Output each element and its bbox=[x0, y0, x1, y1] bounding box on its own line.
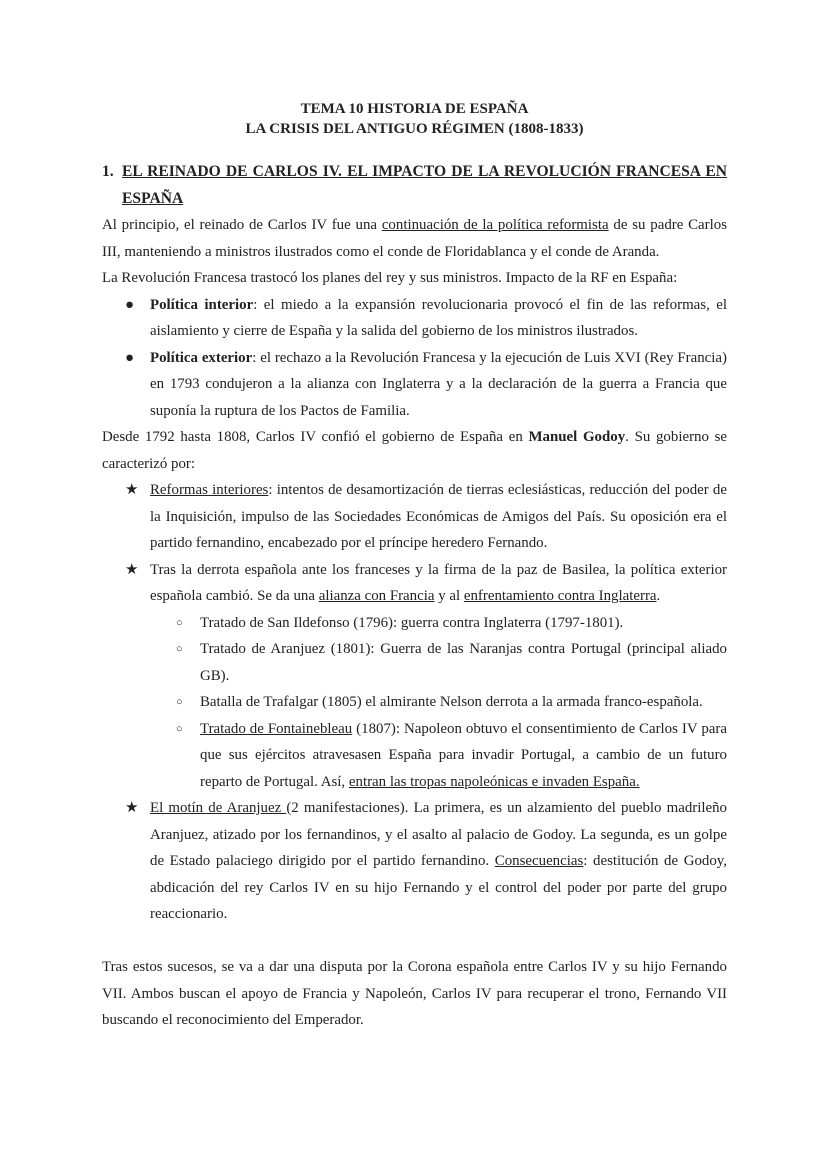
text: . bbox=[656, 588, 661, 604]
underlined-text: Reformas interiores bbox=[150, 482, 269, 498]
text: : el miedo a la expansión revolucionaria provocó el fin de las reformas, el aislamiento y cierre de España y la salida del gobierno de los ministros ilustrados. bbox=[150, 296, 727, 339]
sub-list-item bbox=[102, 716, 727, 796]
text: Batalla de Trafalgar (1805) el almirante Nelson derrota a la armada franco-española. bbox=[200, 694, 703, 710]
paragraph-conclusion: Tras estos sucesos, se va a dar una disputa por la Corona española entre Carlos IV y su hijo Fernando VII. Ambos buscan el apoyo de Francia y Napoleón, Carlos IV para recuperar el trono, Fernando VII buscando el reconocimiento del Emperador. bbox=[102, 959, 727, 1028]
underlined-text: Consecuencias bbox=[494, 853, 584, 869]
underlined-text: entran las tropas napoleónicas e invaden España. bbox=[348, 773, 640, 790]
text: Tratado de Aranjuez (1801): Guerra de las Naranjas contra Portugal (principal aliado GB). bbox=[200, 641, 727, 684]
section-heading-text: EL REINADO DE CARLOS IV. EL IMPACTO DE LA REVOLUCIÓN FRANCESA EN ESPAÑA bbox=[122, 163, 727, 207]
bullet-icon: ● bbox=[125, 349, 134, 366]
paragraph-godoy bbox=[102, 424, 727, 477]
sub-list-item bbox=[102, 636, 727, 689]
list-item bbox=[102, 557, 727, 610]
bold-text: Política exterior bbox=[150, 349, 253, 366]
list-item bbox=[102, 477, 727, 557]
text: : intentos de desamortización de tierras eclesiásticas, reducción del poder de la Inquisición, impulso de las Sociedades Económicas de Amigos del País. Su oposición era el partido fernandino, encabezado por el príncipe heredero Fernando. bbox=[150, 482, 727, 551]
paragraph-intro bbox=[102, 212, 727, 265]
title-line-1: TEMA 10 HISTORIA DE ESPAÑA bbox=[300, 101, 529, 117]
bold-text: Política interior bbox=[150, 296, 254, 313]
star-icon: ★ bbox=[125, 482, 139, 498]
underlined-text: Tratado de Fontainebleau bbox=[200, 720, 353, 737]
bullet-icon: ● bbox=[125, 296, 134, 313]
text: . Su gobierno se caracterizó por: bbox=[102, 429, 728, 472]
text: (1807): Napoleon obtuvo el consentimiento de Carlos IV para que sus ejércitos atravesasen España para invadir Portugal, a cambio de un futuro reparto de Portugal. Así, bbox=[200, 720, 727, 790]
circle-bullet-icon: ○ bbox=[176, 643, 183, 655]
list-item bbox=[102, 795, 727, 928]
circle-bullet-icon: ○ bbox=[176, 616, 183, 629]
list-item bbox=[102, 345, 727, 425]
text: Tratado de San Ildefonso (1796): guerra contra Inglaterra (1797-1801). bbox=[200, 614, 624, 631]
godoy-list bbox=[102, 477, 727, 928]
circle-bullet-icon: ○ bbox=[176, 696, 183, 708]
circle-bullet-icon: ○ bbox=[176, 722, 183, 735]
underlined-text: enfrentamiento contra Inglaterra bbox=[463, 588, 657, 604]
text: de su padre Carlos III, manteniendo a ministros ilustrados como el conde de Floridablanca y el conde de Aranda. bbox=[102, 217, 727, 260]
section-number: 1. bbox=[102, 163, 114, 180]
sub-list-item bbox=[102, 689, 727, 716]
text: Tras la derrota española ante los franceses y la firma de la paz de Basilea, la política exterior española cambió. Se da una bbox=[150, 561, 727, 604]
list-item bbox=[102, 292, 727, 345]
sub-list-item bbox=[102, 610, 727, 637]
impact-list bbox=[102, 292, 727, 425]
document-page bbox=[102, 99, 727, 1034]
title-line-2: LA CRISIS DEL ANTIGUO RÉGIMEN (1808-1833) bbox=[245, 121, 584, 137]
text: : el rechazo a la Revolución Francesa y la ejecución de Luis XVI (Rey Francia) en 1793 condujeron a la alianza con Inglaterra y a la declaración de la guerra a Francia que suponía la ruptura de los Pactos de Familia. bbox=[150, 349, 727, 419]
section-heading bbox=[102, 158, 727, 212]
underlined-text: El motín de Aranjuez bbox=[150, 800, 287, 816]
text: : destitución de Godoy, abdicación del rey Carlos IV en su hijo Fernando y el control del poder por parte del grupo reaccionario. bbox=[150, 853, 727, 922]
star-icon: ★ bbox=[125, 800, 139, 816]
text: Desde 1792 hasta 1808, Carlos IV confió el gobierno de España en bbox=[102, 429, 529, 445]
bold-text: Manuel Godoy bbox=[528, 429, 626, 445]
document-title bbox=[102, 99, 727, 139]
text: Al principio, el reinado de Carlos IV fue una bbox=[102, 217, 382, 233]
underlined-text: continuación de la política reformista bbox=[381, 217, 609, 233]
underlined-text: alianza con Francia bbox=[318, 588, 435, 604]
star-icon: ★ bbox=[125, 561, 139, 578]
paragraph-impact: La Revolución Francesa trastocó los planes del rey y sus ministros. Impacto de la RF en España: bbox=[102, 270, 678, 286]
text: y al bbox=[434, 588, 464, 604]
text: (2 manifestaciones). La primera, es un alzamiento del pueblo madrileño Aranjuez, atizado por los fernandinos, y el asalto al palacio de Godoy. La segunda, es un golpe de Estado palaciego dirigido por el partido fernandino. bbox=[150, 800, 727, 869]
blank-line bbox=[102, 928, 727, 955]
